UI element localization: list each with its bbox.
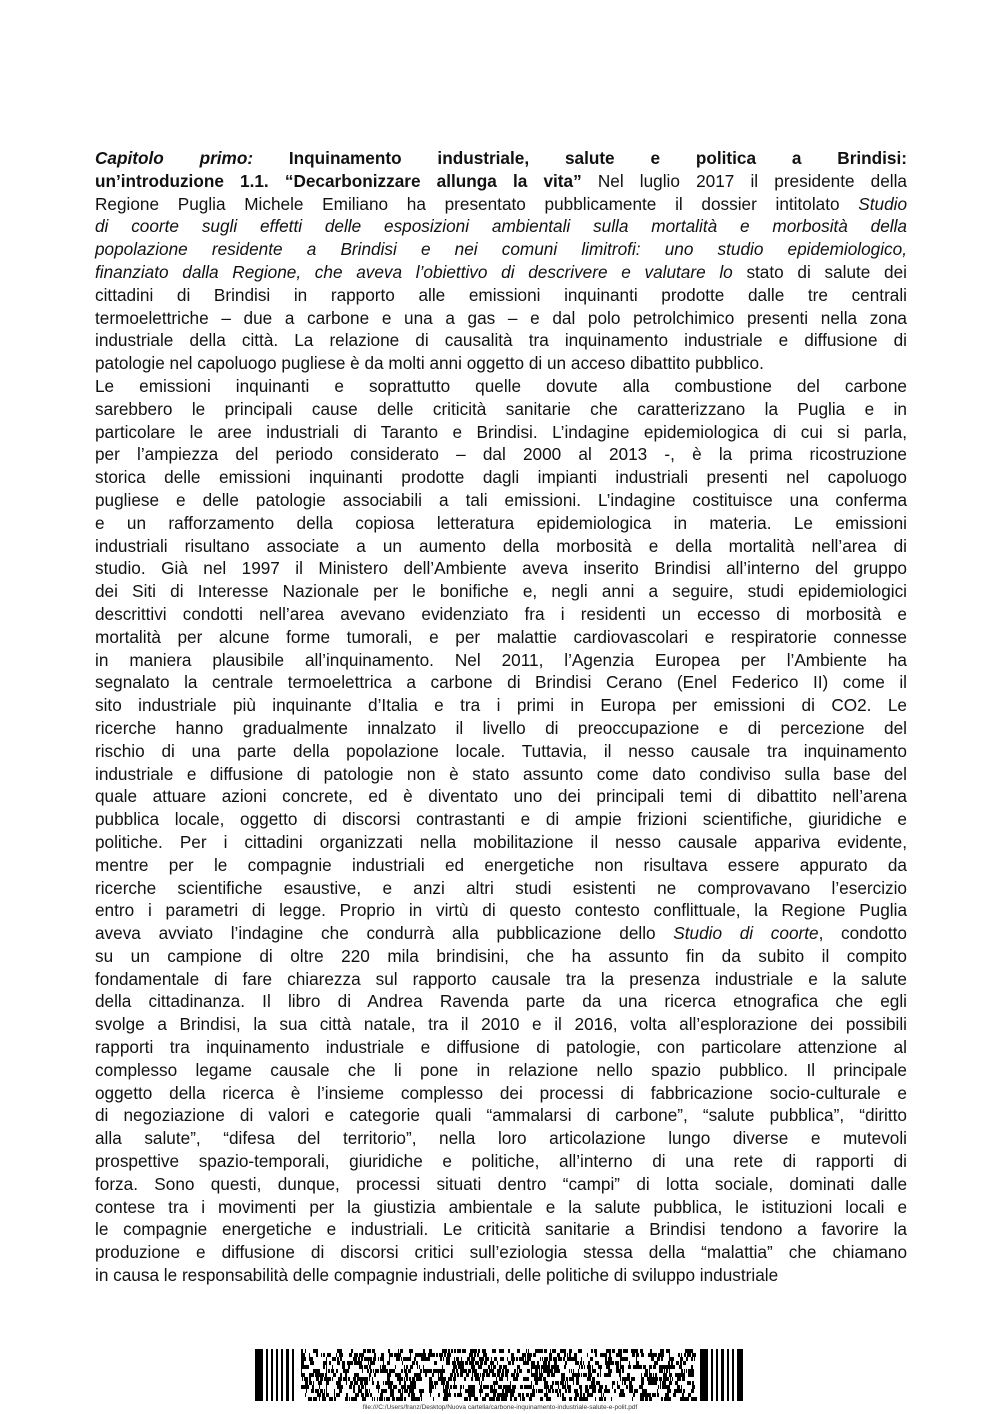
text-run: fondamentale di fare chiarezza sul rapporto causale tra la presenza industriale e la salute: [95, 968, 907, 989]
text-line: [95, 512, 907, 535]
text-run: di negoziazione di valori e categorie quali “ammalarsi di carbone”, “salute pubblica”, “diritto: [95, 1105, 907, 1126]
text-line: [95, 740, 907, 763]
text-run: entro i parametri di legge. Proprio in virtù di questo contesto conflittuale, la Regione Puglia: [95, 900, 907, 921]
text-run: Inquinamento industriale, salute e politica a Brindisi:: [253, 148, 907, 168]
text-run: Nel luglio 2017 il presidente della: [581, 170, 907, 191]
text-line: [95, 1104, 907, 1127]
text-run: forza. Sono questi, dunque, processi situati dentro “campi” di lotta sociale, dominati dalle: [95, 1173, 907, 1194]
text-line: [95, 1082, 907, 1105]
text-line: [95, 215, 907, 238]
text-run: studio. Già nel 1997 il Ministero dell’Ambiente aveva inserito Brindisi all’interno del gruppo: [95, 558, 907, 579]
text-run: oggetto della ricerca è l’insieme complesso dei processi di fabbricazione socio-culturale e: [95, 1082, 907, 1103]
text-run: cittadini di Brindisi in rapporto alle emissioni inquinanti prodotte dalle tre centrali: [95, 284, 907, 305]
text-run: in maniera plausibile all’inquinamento. Nel 2011, l’Agenzia Europea per l’Ambiente ha: [95, 649, 907, 670]
text-line: [95, 1059, 907, 1082]
text-line: [95, 1013, 907, 1036]
barcode: [255, 1349, 745, 1401]
text-line: [95, 170, 907, 193]
text-run: aveva avviato l’indagine che condurrà alla pubblicazione dello: [95, 923, 674, 944]
text-line: [95, 307, 907, 330]
text-line: [95, 671, 907, 694]
text-run: patologie nel capoluogo pugliese è da molti anni oggetto di un acceso dibattito pubblico.: [95, 353, 764, 374]
text-run: descrittivi condotti nell’area avevano evidenziato fra i residenti un eccesso di morbosità e: [95, 603, 907, 624]
text-line: [95, 421, 907, 444]
text-line: [95, 990, 907, 1013]
text-run: , condotto: [818, 923, 907, 944]
text-line: [95, 1150, 907, 1173]
text-run: complesso legame causale che li pone in relazione nello spazio pubblico. Il principale: [95, 1059, 907, 1080]
document-body: [95, 147, 907, 1287]
text-run: in causa le responsabilità delle compagnie industriali, delle politiche di sviluppo industriale: [95, 1265, 779, 1286]
text-run: di coorte sugli effetti delle esposizioni ambientali sulla mortalità e morbosità della: [95, 216, 907, 237]
text-run: alla salute”, “difesa del territorio”, nella loro articolazione lungo diverse e mutevoli: [95, 1128, 907, 1149]
text-line: [95, 968, 907, 991]
text-run: pugliese e delle patologie associabili a tali emissioni. L’indagine costituisce una conferma: [95, 489, 907, 510]
text-line: [95, 717, 907, 740]
text-line: [95, 877, 907, 900]
text-run: mortalità per alcune forme tumorali, e per malattie cardiovascolari e respiratorie connesse: [95, 626, 907, 647]
text-run: ricerche hanno gradualmente innalzato il livello di preoccupazione e di percezione del: [95, 717, 907, 738]
text-line: [95, 785, 907, 808]
text-run: Le emissioni inquinanti e soprattutto quelle dovute alla combustione del carbone: [95, 375, 907, 396]
text-run: e un rafforzamento della copiosa letteratura epidemiologica in materia. Le emissioni: [95, 512, 907, 533]
text-line: [95, 854, 907, 877]
text-line: [95, 1173, 907, 1196]
text-run: Capitolo primo:: [95, 148, 254, 168]
text-run: sarebbero le principali cause delle criticità sanitarie che caratterizzano la Puglia e in: [95, 398, 907, 419]
text-line: [95, 238, 907, 261]
text-run: su un campione di oltre 220 mila brindisini, che ha assunto fin da subito il compito: [95, 945, 907, 966]
text-run: particolare le aree industriali di Taranto e Brindisi. L’indagine epidemiologica di cui si parla,: [95, 421, 907, 442]
text-line: [95, 466, 907, 489]
text-run: contese tra i movimenti per la giustizia ambientale e la salute pubblica, le istituzioni locali e: [95, 1196, 907, 1217]
text-run: politiche. Per i cittadini organizzati nella mobilitazione il nesso causale appariva evidente,: [95, 831, 907, 852]
text-line: [95, 489, 907, 512]
text-run: rapporti tra inquinamento industriale e diffusione di patologie, con particolare attenzione al: [95, 1037, 907, 1058]
text-run: svolge a Brindisi, la sua città natale, tra il 2010 e il 2016, volta all’esplorazione dei possibili: [95, 1014, 907, 1035]
text-run: industriale della città. La relazione di causalità tra inquinamento industriale e diffusione di: [95, 330, 907, 351]
text-line: [95, 1241, 907, 1264]
text-line: [95, 1127, 907, 1150]
text-line: [95, 261, 907, 284]
text-line: [95, 375, 907, 398]
text-run: termoelettriche – due a carbone e una a gas – e dal polo petrolchimico presenti nella zona: [95, 307, 907, 328]
text-line: [95, 922, 907, 945]
text-run: prospettive spazio-temporali, giuridiche e politiche, all’interno di una rete di rapporti di: [95, 1151, 907, 1172]
text-run: stato di salute dei: [732, 261, 907, 282]
text-line: [95, 1036, 907, 1059]
text-line: [95, 580, 907, 603]
text-line: [95, 694, 907, 717]
text-run: pubblica locale, oggetto di discorsi contrastanti e di ampie frizioni scientifiche, giuridiche e: [95, 809, 907, 830]
text-line: [95, 557, 907, 580]
text-run: sito industriale più inquinante d’Italia e tra i primi in Europa per emissioni di CO2. Le: [95, 695, 907, 716]
text-run: della cittadinanza. Il libro di Andrea Ravenda parte da una ricerca etnografica che egli: [95, 991, 907, 1012]
text-run: Regione Puglia Michele Emiliano ha presentato pubblicamente il dossier intitolato: [95, 193, 859, 214]
text-line: [95, 763, 907, 786]
text-line: [95, 329, 907, 352]
footer-file-path: file:///C:/Users/franz/Desktop/Nuova cartella/carbone-inquinamento-industriale-salute-e-polit.pdf: [362, 1404, 638, 1411]
text-line: [95, 1264, 907, 1287]
text-run: Studio di coorte: [673, 923, 819, 944]
text-run: produzione e diffusione di discorsi critici sull’eziologia stessa della “malattia” che chiamano: [95, 1242, 907, 1263]
text-line: [95, 831, 907, 854]
text-run: mentre per le compagnie industriali ed energetiche non risultava essere appurato da: [95, 854, 907, 875]
text-run: storica delle emissioni inquinanti prodotte dagli impianti industriali presenti nel capoluogo: [95, 467, 907, 488]
text-run: rischio di una parte della popolazione locale. Tuttavia, il nesso causale tra inquinamento: [95, 740, 907, 761]
text-line: [95, 193, 907, 216]
text-run: industriale e diffusione di patologie non è stato assunto come dato condiviso sulla base del: [95, 763, 907, 784]
text-line: [95, 1196, 907, 1219]
text-run: segnalato la centrale termoelettrica a carbone di Brindisi Cerano (Enel Federico II) come il: [95, 672, 907, 693]
text-line: [95, 398, 907, 421]
text-run: popolazione residente a Brindisi e nei comuni limitrofi: uno studio epidemiologico,: [95, 239, 907, 260]
text-line: [95, 535, 907, 558]
text-line: [95, 352, 907, 375]
text-line: [95, 603, 907, 626]
text-run: finanziato dalla Regione, che aveva l’obiettivo di descrivere e valutare lo: [95, 261, 733, 282]
text-run: industriali risultano associate a un aumento della morbosità e della mortalità nell’area di: [95, 535, 907, 556]
text-line: [95, 284, 907, 307]
text-run: dei Siti di Interesse Nazionale per le bonifiche e, negli anni a seguire, studi epidemiologici: [95, 581, 907, 602]
text-run: Studio: [858, 193, 907, 214]
text-line: [95, 626, 907, 649]
text-line: [95, 443, 907, 466]
text-line: [95, 1218, 907, 1241]
text-run: un’introduzione 1.1. “Decarbonizzare allunga la vita”: [95, 170, 582, 191]
text-line: [95, 899, 907, 922]
text-run: quale attuare azioni concrete, ed è diventato uno dei principali temi di dibattito nell’arena: [95, 786, 907, 807]
text-line: [95, 808, 907, 831]
text-run: ricerche scientifiche esaustive, e anzi altri studi esistenti ne comprovavano l’esercizio: [95, 877, 907, 898]
text-line: [95, 649, 907, 672]
text-line: [95, 945, 907, 968]
text-run: le compagnie energetiche e industriali. Le criticità sanitarie a Brindisi tendono a favorire la: [95, 1219, 907, 1240]
text-line: [95, 147, 907, 170]
text-run: per l’ampiezza del periodo considerato – dal 2000 al 2013 -, è la prima ricostruzione: [95, 444, 907, 465]
